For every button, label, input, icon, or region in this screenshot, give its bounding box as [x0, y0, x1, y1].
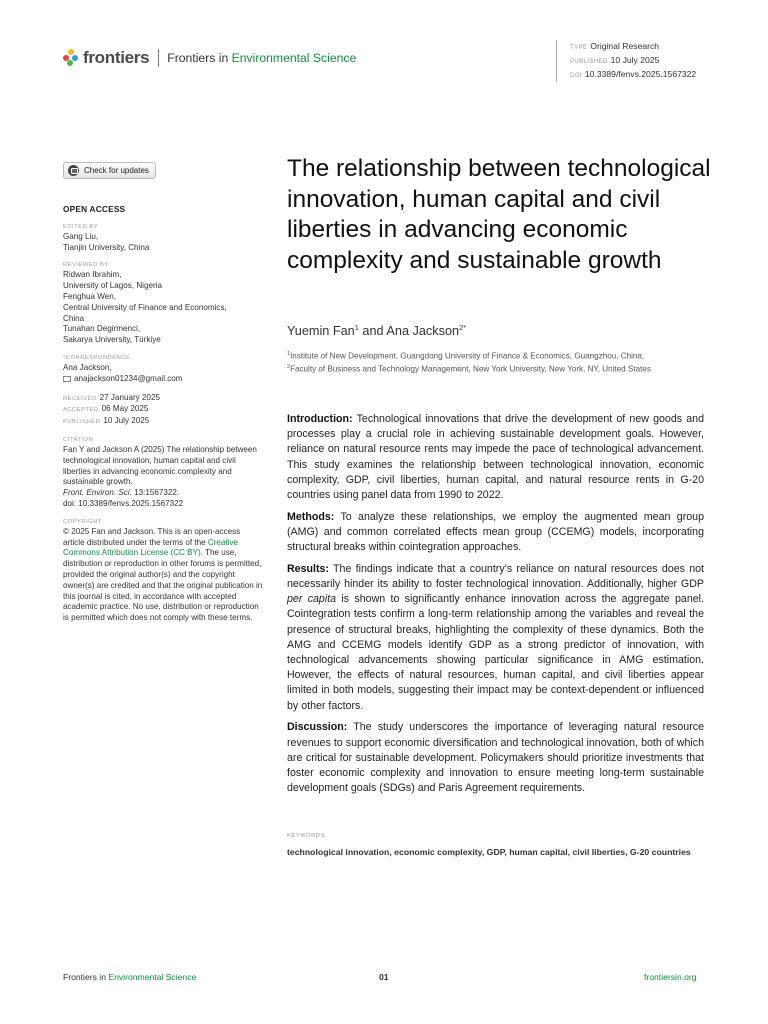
citation-journal-line: [63, 488, 263, 499]
accepted-row: [63, 404, 263, 416]
abstract-results: [287, 562, 704, 714]
affil-text: Institute of New Development, Guangdong University of Finance & Economics, Guangzhou, China,: [290, 351, 645, 361]
discussion-heading: Discussion:: [287, 721, 348, 734]
affiliation-1: [287, 349, 727, 362]
reviewer-line: Tunahan Degirmenci,: [63, 324, 141, 334]
open-access-label: OPEN ACCESS: [63, 204, 126, 214]
citation-doi[interactable]: doi: 10.3389/fenvs.2025.1567322: [63, 498, 184, 508]
frontiers-logo-icon: [63, 49, 79, 67]
keywords-label: KEYWORDS: [287, 833, 325, 839]
correspondence-section: [63, 354, 263, 385]
author-name[interactable]: Yuemin Fan: [287, 324, 355, 339]
correspondence-name: Ana Jackson,: [63, 362, 112, 372]
reviewer-line: Sakarya University, Türkiye: [63, 335, 161, 345]
meta-published-label: PUBLISHED: [570, 59, 608, 65]
correspondence-label: *CORRESPONDENCE: [63, 354, 131, 361]
frontiers-logo[interactable]: [63, 47, 356, 69]
citation-volume: 13:1567322.: [131, 488, 180, 498]
received-value: 27 January 2025: [99, 392, 160, 402]
accepted-label: ACCEPTED: [63, 407, 99, 414]
meta-doi-row[interactable]: [570, 68, 696, 82]
envelope-icon: [63, 376, 71, 382]
article-meta: [556, 40, 696, 82]
intro-heading: Introduction:: [287, 413, 353, 425]
page-number: 01: [379, 972, 389, 982]
affil-sup: 1: [287, 351, 291, 357]
copyright-section: [63, 518, 263, 624]
reviewer-line: China: [63, 313, 85, 323]
meta-type-value: Original Research: [590, 41, 660, 51]
correspondence-email-row[interactable]: [63, 374, 263, 385]
cc-by-license-link[interactable]: Creative Commons Attribution License (CC BY).: [63, 537, 239, 558]
meta-doi-label: DOI: [570, 73, 582, 79]
journal-name[interactable]: [167, 51, 356, 65]
affiliations: [287, 349, 727, 375]
abstract-methods: [287, 510, 704, 556]
meta-published-row: [570, 54, 696, 68]
affil-sup: 2: [287, 364, 291, 371]
reviewer-line: Fenghua Wen,: [63, 291, 116, 301]
published-label: PUBLISHED: [63, 419, 101, 426]
correspondence-email[interactable]: anajackson01234@gmail.com: [74, 373, 183, 383]
reviewer-line: Ridwan Ibrahim,: [63, 270, 122, 280]
edited-by-label: EDITED BY: [63, 223, 99, 230]
citation-section: [63, 436, 263, 510]
copyright-text-part1: © 2025 Fan and Jackson. This is an open-access article distributed under the terms of the: [63, 526, 241, 547]
logo-divider: [158, 49, 159, 67]
accepted-value: 06 May 2025: [101, 404, 149, 414]
copyright-text-part2: The use, distribution or reproduction in other forums is permitted, provided the original author(s) and the copyright owner(s) are credited and that the original publication in this journal is cited, in accordance with accepted academic practice. No use, distribution or reproduction is permitted which does not comply with these terms.: [63, 548, 263, 623]
discussion-text: The study underscores the importance of leveraging natural resource revenues to support economic diversification and technological innovation, both of which are critical for sustainable development. Policymakers should prioritize investments that foster economic complexity and innovation to ensure meeting long-term sustainable development goals (SDGs) and Paris Agreement requirements.: [287, 721, 704, 795]
author-list: [287, 323, 466, 338]
check-for-updates-button[interactable]: [63, 162, 156, 179]
abstract-introduction: [287, 412, 704, 503]
crossmark-icon: [68, 165, 79, 176]
footer-journal-prefix: Frontiers in: [63, 972, 109, 982]
check-updates-label: Check for updates: [84, 166, 149, 175]
abstract: [287, 412, 704, 803]
citation-journal: Front. Environ. Sci.: [63, 488, 132, 498]
intro-text: Technological innovations that drive the development of new goods and processes play a crucial role in achieving sustainable development goals. However, reliance on natural resource rents may impede the pace of technological advancement. This study examines the relationship between technological innovation, economic complexity, GDP, civil liberties, human capital, and natural resource rents in G-20 countries using panel data from 1990 to 2022.: [287, 413, 704, 502]
journal-prefix: Frontiers in: [167, 51, 232, 65]
reviewer-line: University of Lagos, Nigeria: [63, 281, 162, 291]
published-value: 10 July 2025: [103, 416, 150, 426]
received-label: RECEIVED: [63, 395, 97, 402]
keywords-list: technological innovation, economic complexity, GDP, human capital, civil liberties, G-20 countries: [287, 847, 691, 857]
meta-doi-value[interactable]: 10.3389/fenvs.2025.1567322: [584, 69, 697, 79]
meta-published-value: 10 July 2025: [610, 55, 660, 65]
editor-affiliation: Tianjin University, China: [63, 242, 150, 252]
copyright-text: [63, 527, 263, 624]
citation-text: Fan Y and Jackson A (2025) The relationship between technological innovation, human capital and civil liberties in advancing economic complexity and sustainable growth.: [63, 444, 257, 487]
meta-type-label: TYPE: [570, 45, 588, 51]
reviewed-by-label: REVIEWED BY: [63, 262, 109, 269]
results-text-part1: The findings indicate that a country’s reliance on natural resources does not necessarily hinder its ability to foster technological innovation. Additionally, higher GDP: [287, 562, 704, 591]
editor-name: Gang Liu,: [63, 231, 99, 241]
journal-field: Environmental Science: [231, 51, 357, 65]
results-heading: Results:: [287, 562, 329, 575]
results-italic: per capita: [287, 593, 337, 606]
article-title: The relationship between technological innovation, human capital and civil liberties in advancing economic complexity and sustainable growth: [287, 155, 711, 274]
article-sidebar: [63, 200, 263, 632]
results-text-part2: is shown to significantly enhance innovation across the aggregate panel. Cointegration tests confirm a long-term relationship among the variables and reveal the presence of structural breaks, highlighting the complexity of these dynamics. Both the AMG and CCEMG models identify GDP as a strong predictor of innovation, with technological advancements showing particular significance in AMG estimation. However, the effects of natural resources, human capital, and civil liberties appear limited in both models, suggesting their impact may be context-dependent or influenced by other factors.: [287, 593, 704, 712]
footer-site-link[interactable]: frontiersin.org: [644, 972, 697, 982]
affil-text: Faculty of Business and Technology Management, New York University, New York, NY, United States: [290, 364, 651, 374]
edited-by-section: [63, 223, 263, 254]
author-affil-sup: 1: [354, 323, 359, 332]
methods-text: To analyze these relationships, we employ the augmented mean group (AMG) and common correlated effects mean group (CCEMG) models, incorporating structural breaks within cointegration approaches.: [287, 510, 704, 554]
abstract-discussion: [287, 720, 704, 796]
author-conjunction: and: [358, 324, 387, 339]
footer-journal-field: Environmental Science: [108, 972, 197, 982]
affiliation-2: [287, 362, 727, 375]
citation-label: CITATION: [63, 436, 94, 443]
logo-wordmark: frontiers: [83, 48, 150, 67]
received-row: [63, 393, 263, 405]
footer-journal[interactable]: [63, 972, 196, 982]
reviewed-by-section: [63, 261, 263, 346]
author-affil-sup: 2*: [459, 323, 467, 332]
dates-section: [63, 393, 263, 428]
copyright-label: COPYRIGHT: [63, 518, 102, 525]
methods-heading: Methods:: [287, 510, 335, 523]
published-row: [63, 416, 263, 428]
reviewer-line: Central University of Finance and Economics,: [63, 302, 227, 312]
author-name[interactable]: Ana Jackson: [386, 324, 460, 339]
meta-type-row: [570, 40, 696, 54]
